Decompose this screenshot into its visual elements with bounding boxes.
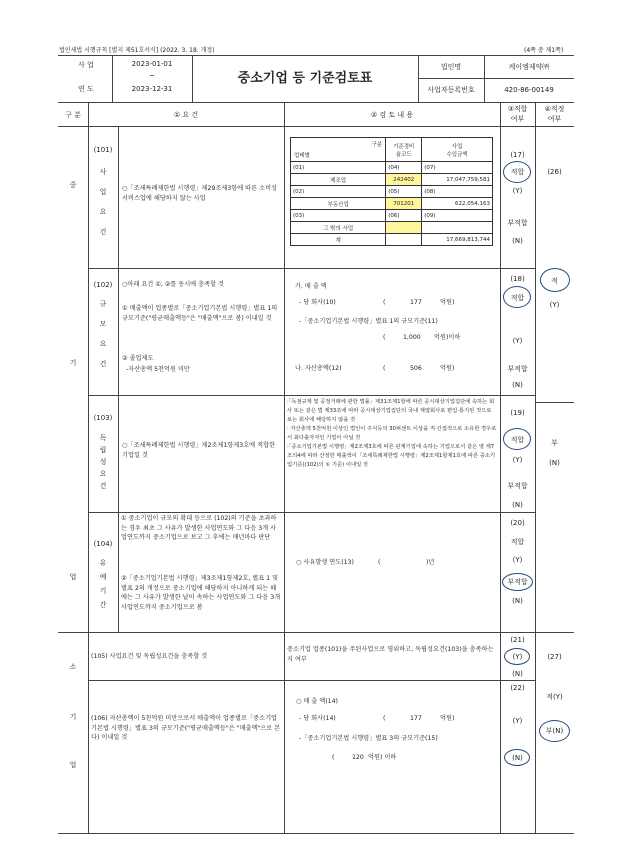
row102-req-1: ○아래 요건 ①, ②를 동시에 충족할 것 <box>122 281 224 288</box>
biz-no: 420-86-00149 <box>504 86 554 94</box>
revenue-manufacturing: 17,047,759,581 <box>422 174 493 186</box>
sme-label-2: 기 <box>69 359 77 367</box>
row104-fit-y: (Y) <box>512 556 523 564</box>
industry-other: 그 밖의 사업 <box>291 222 386 234</box>
row102-vertical: 규 모 요 건 <box>99 300 107 368</box>
row103-vertical: 독 립 성 요 건 <box>99 434 107 490</box>
corp-name: 케이엠제약㈜ <box>508 63 550 71</box>
row102-req-3: ② 졸업제도 <box>122 355 154 362</box>
page-title: 중소기업 등 기준검토표 <box>237 71 373 86</box>
row105-fit-y: (Y) <box>512 653 523 661</box>
row102-fit-circle <box>503 286 531 308</box>
row102-proper-circle <box>540 268 570 292</box>
row101-requirement: ○「조세특례제한법 시행령」제29조제3항에 따른 소비성 서비스업에 해당하지 않는 사업 <box>122 185 278 202</box>
industry-header-cell: 구분 업태별 <box>291 138 386 162</box>
row101-code: (101) <box>93 146 113 154</box>
total-label: 계 <box>291 234 386 246</box>
code-manufacturing: 242402 <box>386 174 422 186</box>
row105-fit-n: (N) <box>512 670 523 678</box>
form-caption: 법인세법 시행규칙 [별지 제51호서식] (2022. 3. 18. 개정) <box>59 47 215 54</box>
row106-company-value: 177 <box>410 715 422 722</box>
row102-proper-y: (Y) <box>549 301 560 309</box>
row102-company-value: 177 <box>410 299 422 306</box>
row102-fit-n: (N) <box>512 381 523 389</box>
row102-proper-n: (N) <box>549 459 560 467</box>
row103-fit-y: (Y) <box>512 456 523 464</box>
row102-standard-label: -「중소기업기본법 시행령」별표 1의 규모기준(11) <box>299 318 438 325</box>
sme-label-3: 업 <box>69 573 77 581</box>
row101-unfit: 부적합 <box>507 219 528 227</box>
small-label-1: 소 <box>69 663 77 671</box>
row103-review: ·「독점규제 및 공정거래에 관한 법률」제31조제1항에 따른 공시대상기업집단에 속하는 회사 또는 같은 법 제33조에 따라 공시대상기업집단의 국내 계열회사로 편입·통지된 것으로 보는 회사에 해당하지 않을 것 · 자산총액 5천억원 이상인 법인이 주식등의 30퍼센트 이상을 직·간접적으로 소유한 경우로서 최다출자자인 기업이 아닐 것 ·「중소기업기본법 시행령」제2조제3호에 따른 관계기업에 속하는 기업으로서 같은 영 제7조의4에 따라 산정한 매출액이「조세특례제한법 시행령」제2조제1항제1호에 따른 중소기업기준((102)의 ① 기준) 이내일 것 <box>287 399 497 468</box>
corp-name-label: 법인명 <box>440 63 462 71</box>
row102-req-2: ① 매출액이 업종별로「중소기업기본법 시행령」별표 1의 규모기준("평균매출액등"은 "매출액"으로 봄) 이내일 것 <box>122 305 278 322</box>
row102-code: (102) <box>93 281 113 289</box>
row102-unfit: 부적합 <box>507 365 528 373</box>
row102-asset-label: 나. 자산총액(12) <box>295 365 342 372</box>
industry-manufacturing: 제조업 <box>291 174 386 186</box>
row102-company-label: - 당 회사(10) <box>299 299 336 306</box>
row103-fit-no: (19) <box>510 409 525 417</box>
biz-year-label: 사 업 <box>78 61 94 69</box>
row103-unfit: 부적합 <box>507 482 528 490</box>
col-review: ② 검 토 내 용 <box>370 111 414 119</box>
row103-requirement: ○「조세특례제한법 시행령」제2조제1항제3호에 적합한 기업일 것 <box>122 442 276 459</box>
small-label-3: 업 <box>69 761 77 769</box>
date-from: 2023-01-01 <box>131 60 173 68</box>
row106-requirement: (106) 자산총액이 5천억원 미만으로서 매출액이 업종별로「중소기업기본법 시행령」별표 3의 규모기준("평균매출액등"은 "매출액"으로 본다) 이내일 것 <box>91 715 281 741</box>
date-to: 2023-12-31 <box>131 85 173 93</box>
row106-revenue-label: ○ 매 출 액(14) <box>296 698 338 705</box>
date-separator: ~ <box>149 72 155 80</box>
row101-fit-circle <box>503 161 531 183</box>
row106-proper-no: 부(N) <box>545 727 564 735</box>
col-proper: ④적정 여부 <box>544 105 565 123</box>
row105-review: 중소기업 업종(101)을 주된사업으로 영위하고, 독립성요건(103)을 충족하는지 여부 <box>287 646 494 663</box>
row106-fit-no: (22) <box>510 684 525 692</box>
row106-fit-y: (Y) <box>512 717 523 725</box>
row101-fit-yes: 적합 <box>510 168 525 176</box>
row104-fit-no: (20) <box>510 519 525 527</box>
row102-standard-value: 1,000 <box>403 334 421 341</box>
row101-fit-y: (Y) <box>512 187 523 195</box>
row106-standard-value: 120 <box>352 754 364 761</box>
row104-req-1: ① 중소기업이 규모의 확대 등으로 (102)의 기준을 초과하는 경우 최초 그 사유가 발생한 사업연도와 그 다음 3개 사업연도까지 중소기업으로 보고 그 후에는 매년마다 판단 <box>121 515 277 541</box>
row106-fit-n: (N) <box>512 754 523 762</box>
row102-fit-yes: 적합 <box>510 294 525 302</box>
row102-revenue-label: 가. 매 출 액 <box>295 283 327 290</box>
row104-unfit: 부적합 <box>507 578 528 586</box>
row104-vertical: 유 예 기 간 <box>99 559 107 609</box>
row104-unfit-circle <box>502 573 533 591</box>
sme-label-1: 중 <box>69 181 77 189</box>
col-category: 구 분 <box>65 111 81 119</box>
row102-proper-no: 부 <box>551 439 558 447</box>
row102-proper-yes: 적 <box>551 277 558 285</box>
row106-proper-yes: 적(Y) <box>546 693 563 701</box>
industry-realestate: 부동산업 <box>291 198 386 210</box>
row104-fit-yes: 적합 <box>510 538 525 546</box>
row104-req-2: ②「중소기업기본법 시행령」제3조제1항제2호, 별표 1 및 별표 2의 개정으로 중소기업에 해당하지 아니하게 되는 때에는 그 사유가 발생한 날이 속하는 사업연도와 그 다음 3개 사업연도까지 중소기업으로 봄 <box>121 575 281 611</box>
code-header: 기준경비 율코드 <box>386 138 422 162</box>
row101-fit-no: (17) <box>510 151 525 159</box>
row101-proper: (26) <box>547 168 562 176</box>
row101-vertical: 사 업 요 건 <box>99 168 107 236</box>
row104-fit-n: (N) <box>512 597 523 605</box>
row106-proper-circle <box>539 720 570 742</box>
code-realestate: 701201 <box>386 198 422 210</box>
col-fit: ③적합 여부 <box>507 105 528 123</box>
revenue-realestate: 622,054,163 <box>422 198 493 210</box>
row105-proper: (27) <box>547 653 562 661</box>
revenue-header: 사업 수입금액 <box>422 138 493 162</box>
row101-fit-n: (N) <box>512 237 523 245</box>
row105-fit-no: (21) <box>510 636 525 644</box>
row105-fit-circle <box>504 648 530 665</box>
row104-review: ○ 사유발생 연도(13) <box>296 559 354 566</box>
row106-fit-circle <box>504 749 530 766</box>
col-requirement: ① 요 건 <box>173 111 199 119</box>
row103-fit-n: (N) <box>512 501 523 509</box>
row106-company-label: - 당 회사(14) <box>299 715 336 722</box>
industry-table: 구분 업태별 기준경비 율코드 사업 수입금액 (01) (04) (07) 제조업 242402 17,047,759,581 (02) (05) (08) 부동산업 701201 622,054,163 (03) (06) (09) 그 밖의 사업 계 17,669,813,744 <box>290 137 493 246</box>
row102-asset-value: 506 <box>410 365 422 372</box>
year-label: 연 도 <box>78 85 94 93</box>
row102-req-4: -자산총액 5천억원 미만 <box>126 366 190 373</box>
code-other <box>386 222 422 234</box>
row103-code: (103) <box>93 414 113 422</box>
page-count: (4쪽 중 제1쪽) <box>524 47 564 54</box>
row104-code: (104) <box>93 540 113 548</box>
row102-fit-no: (18) <box>510 275 525 283</box>
biz-no-label: 사업자등록번호 <box>427 86 475 94</box>
row105-requirement: (105) 사업요건 및 독립성요건을 충족할 것 <box>91 653 208 660</box>
small-label-2: 기 <box>69 713 77 721</box>
row103-fit-circle <box>503 428 531 450</box>
revenue-total: 17,669,813,744 <box>422 234 493 246</box>
row103-fit-yes: 적합 <box>510 436 525 444</box>
row106-standard-label: -「중소기업기본법 시행령」별표 3의 규모기준(15) <box>299 735 438 742</box>
row102-fit-y: (Y) <box>512 337 523 345</box>
